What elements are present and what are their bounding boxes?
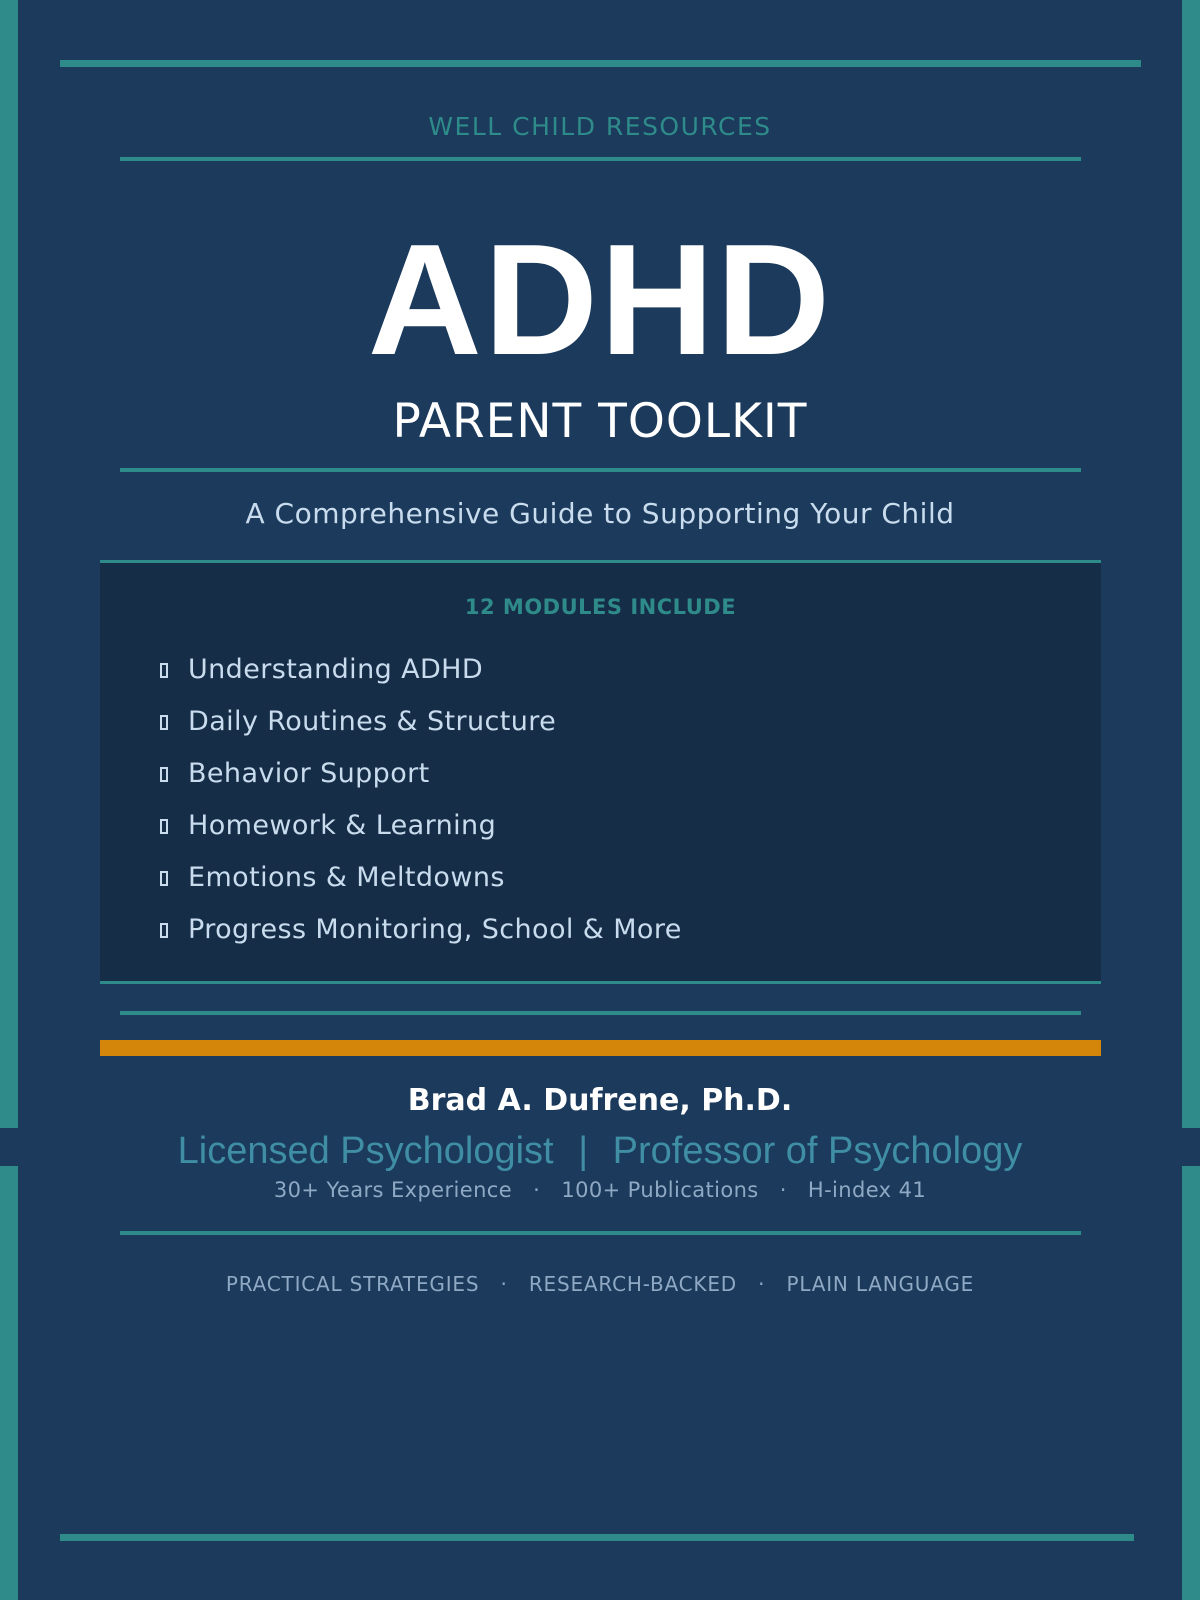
list-item — [160, 695, 682, 747]
stat: H-index 41 — [807, 1178, 927, 1202]
right-edge-bar-lower — [1182, 1166, 1200, 1600]
footer-tags — [0, 1272, 1200, 1296]
module-label: Homework & Learning — [188, 809, 497, 841]
author-stats — [0, 1178, 1200, 1202]
stat-separator: · — [779, 1178, 787, 1202]
list-item — [160, 643, 682, 695]
footer-tag: PRACTICAL STRATEGIES — [225, 1272, 480, 1296]
module-list — [160, 643, 682, 955]
brand-label: WELL CHILD RESOURCES — [428, 112, 772, 141]
missing-glyph-box-icon — [160, 923, 168, 938]
modules-heading: 12 MODULES INCLUDE — [464, 595, 737, 619]
author-divider — [120, 1231, 1081, 1235]
stat: 100+ Publications — [561, 1178, 759, 1202]
author-credentials — [0, 1130, 1200, 1173]
left-edge-bar-upper — [0, 0, 18, 1128]
missing-glyph-box-icon — [160, 767, 168, 782]
footer-tag: RESEARCH-BACKED — [528, 1272, 737, 1296]
modules-divider — [120, 1011, 1081, 1015]
author-name: Brad A. Dufrene, Ph.D. — [407, 1083, 793, 1118]
footer-separator: · — [500, 1272, 508, 1296]
credential: Licensed Psychologist — [177, 1130, 554, 1172]
list-item — [160, 851, 682, 903]
missing-glyph-box-icon — [160, 663, 168, 678]
list-item — [160, 747, 682, 799]
brand-divider — [120, 157, 1081, 161]
list-item — [160, 799, 682, 851]
cover-tagline: A Comprehensive Guide to Supporting Your Child — [245, 497, 955, 530]
module-label: Progress Monitoring, School & More — [188, 913, 682, 945]
left-edge-bar-lower — [0, 1166, 18, 1600]
modules-panel — [100, 560, 1101, 984]
cover-title: ADHD — [367, 212, 833, 388]
top-outer-rule — [60, 60, 1141, 67]
bottom-outer-rule — [60, 1534, 1134, 1541]
list-item — [160, 903, 682, 955]
stat: 30+ Years Experience — [273, 1178, 513, 1202]
footer-separator: · — [758, 1272, 766, 1296]
accent-bar — [100, 1040, 1101, 1056]
cover-subtitle: PARENT TOOLKIT — [392, 394, 808, 449]
missing-glyph-box-icon — [160, 715, 168, 730]
footer-tag: PLAIN LANGUAGE — [786, 1272, 975, 1296]
credential-separator: | — [578, 1130, 589, 1172]
subtitle-divider — [120, 468, 1081, 472]
module-label: Emotions & Meltdowns — [188, 861, 505, 893]
credential: Professor of Psychology — [612, 1130, 1023, 1172]
right-edge-bar-upper — [1182, 0, 1200, 1128]
module-label: Understanding ADHD — [188, 653, 484, 685]
module-label: Behavior Support — [188, 757, 430, 789]
missing-glyph-box-icon — [160, 819, 168, 834]
missing-glyph-box-icon — [160, 871, 168, 886]
stat-separator: · — [533, 1178, 541, 1202]
module-label: Daily Routines & Structure — [188, 705, 557, 737]
